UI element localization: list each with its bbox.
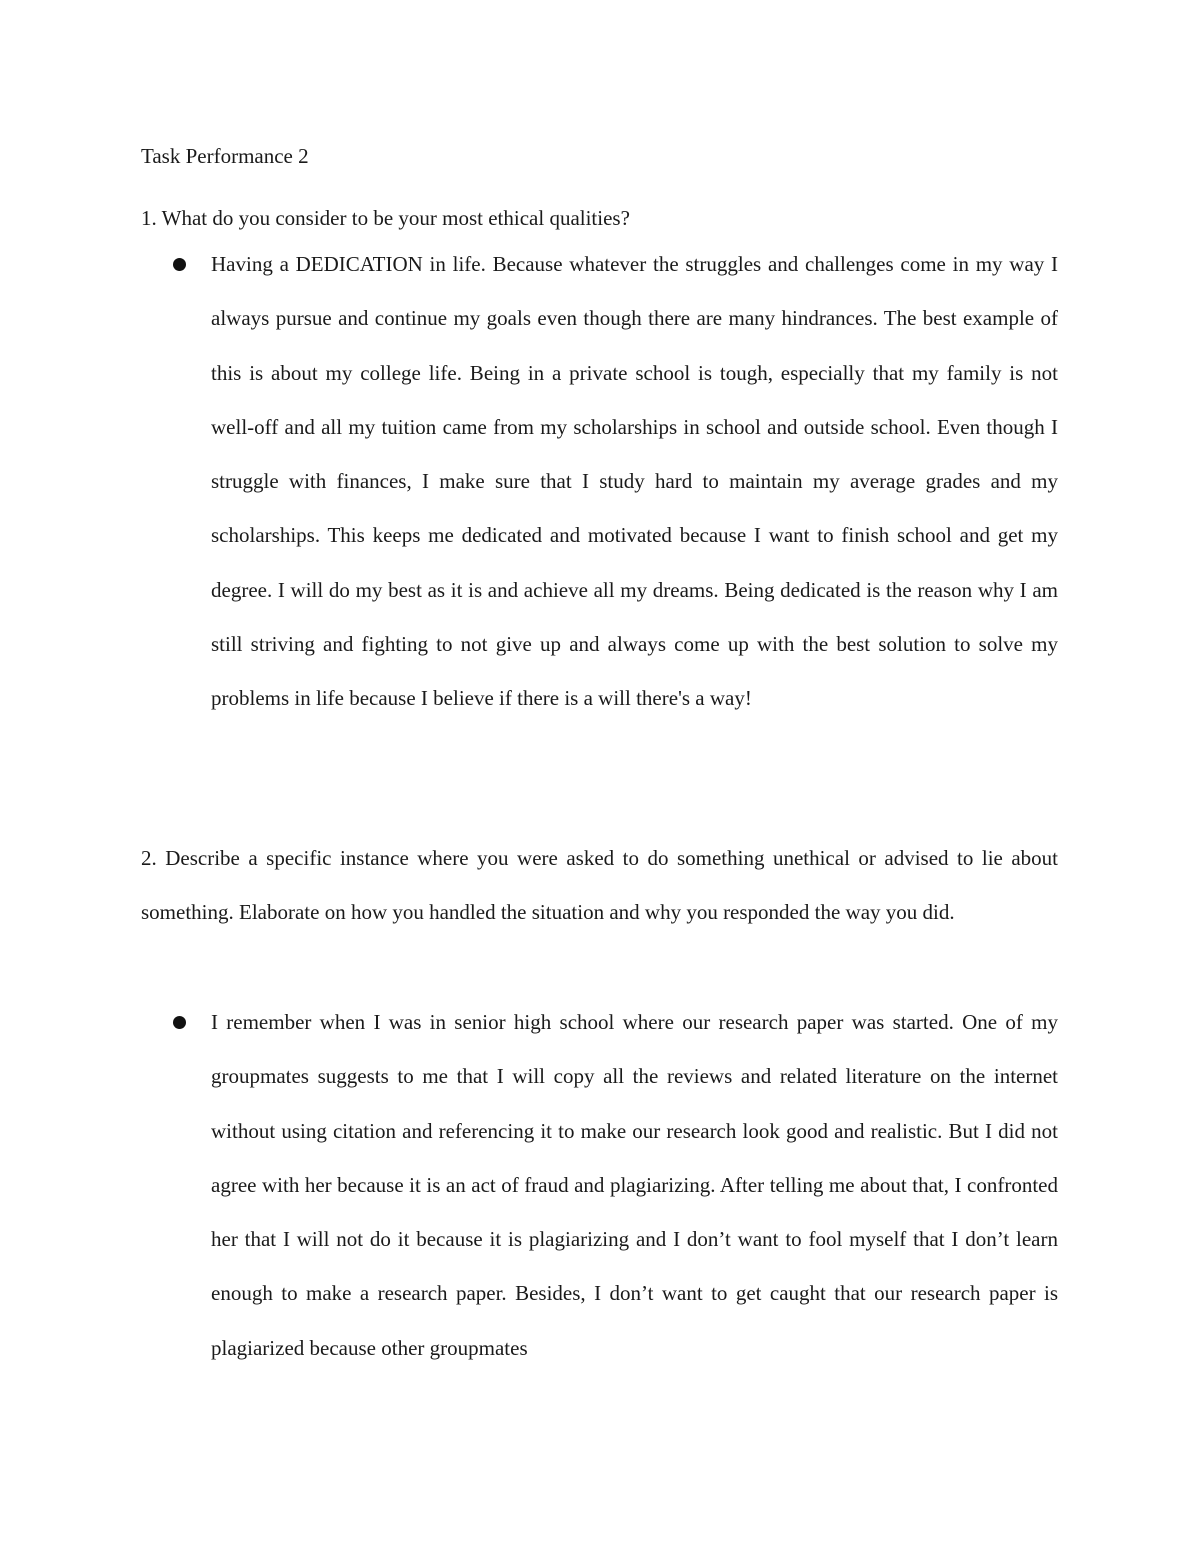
bullet-icon	[173, 1016, 186, 1029]
question-2-answer: I remember when I was in senior high school where our research paper was started. One of my groupmates suggests to me that I will copy all the reviews and related literature on the internet without using citation and referencing it to make our research look good and realistic. But I did not agree with her because it is an act of fraud and plagiarizing. After telling me about that, I confronted her that I will not do it because it is plagiarizing and I don’t want to fool myself that I don’t learn enough to make a research paper. Besides, I don’t want to get caught that our research paper is plagiarized because other groupmates	[211, 1010, 1058, 1360]
question-2-prompt: 2. Describe a specific instance where you were asked to do something unethical or advised to lie about something. Elaborate on how you handled the situation and why you responded the way you did.	[141, 846, 1058, 925]
question-1-prompt: 1. What do you consider to be your most ethical qualities?	[141, 206, 630, 230]
question-1-answer: Having a DEDICATION in life. Because whatever the struggles and challenges come in my way I always pursue and continue my goals even though there are many hindrances. The best example of this is about my college life. Being in a private school is tough, especially that my family is not well-off and all my tuition came from my scholarships in school and outside school. Even though I struggle with finances, I make sure that I study hard to maintain my average grades and my scholarships. This keeps me dedicated and motivated because I want to finish school and get my degree. I will do my best as it is and achieve all my dreams. Being dedicated is the reason why I am still striving and fighting to not give up and always come up with the best solution to solve my problems in life because I believe if there is a will there's a way!	[211, 252, 1058, 711]
bullet-icon	[173, 258, 186, 271]
document-title: Task Performance 2	[141, 144, 309, 168]
